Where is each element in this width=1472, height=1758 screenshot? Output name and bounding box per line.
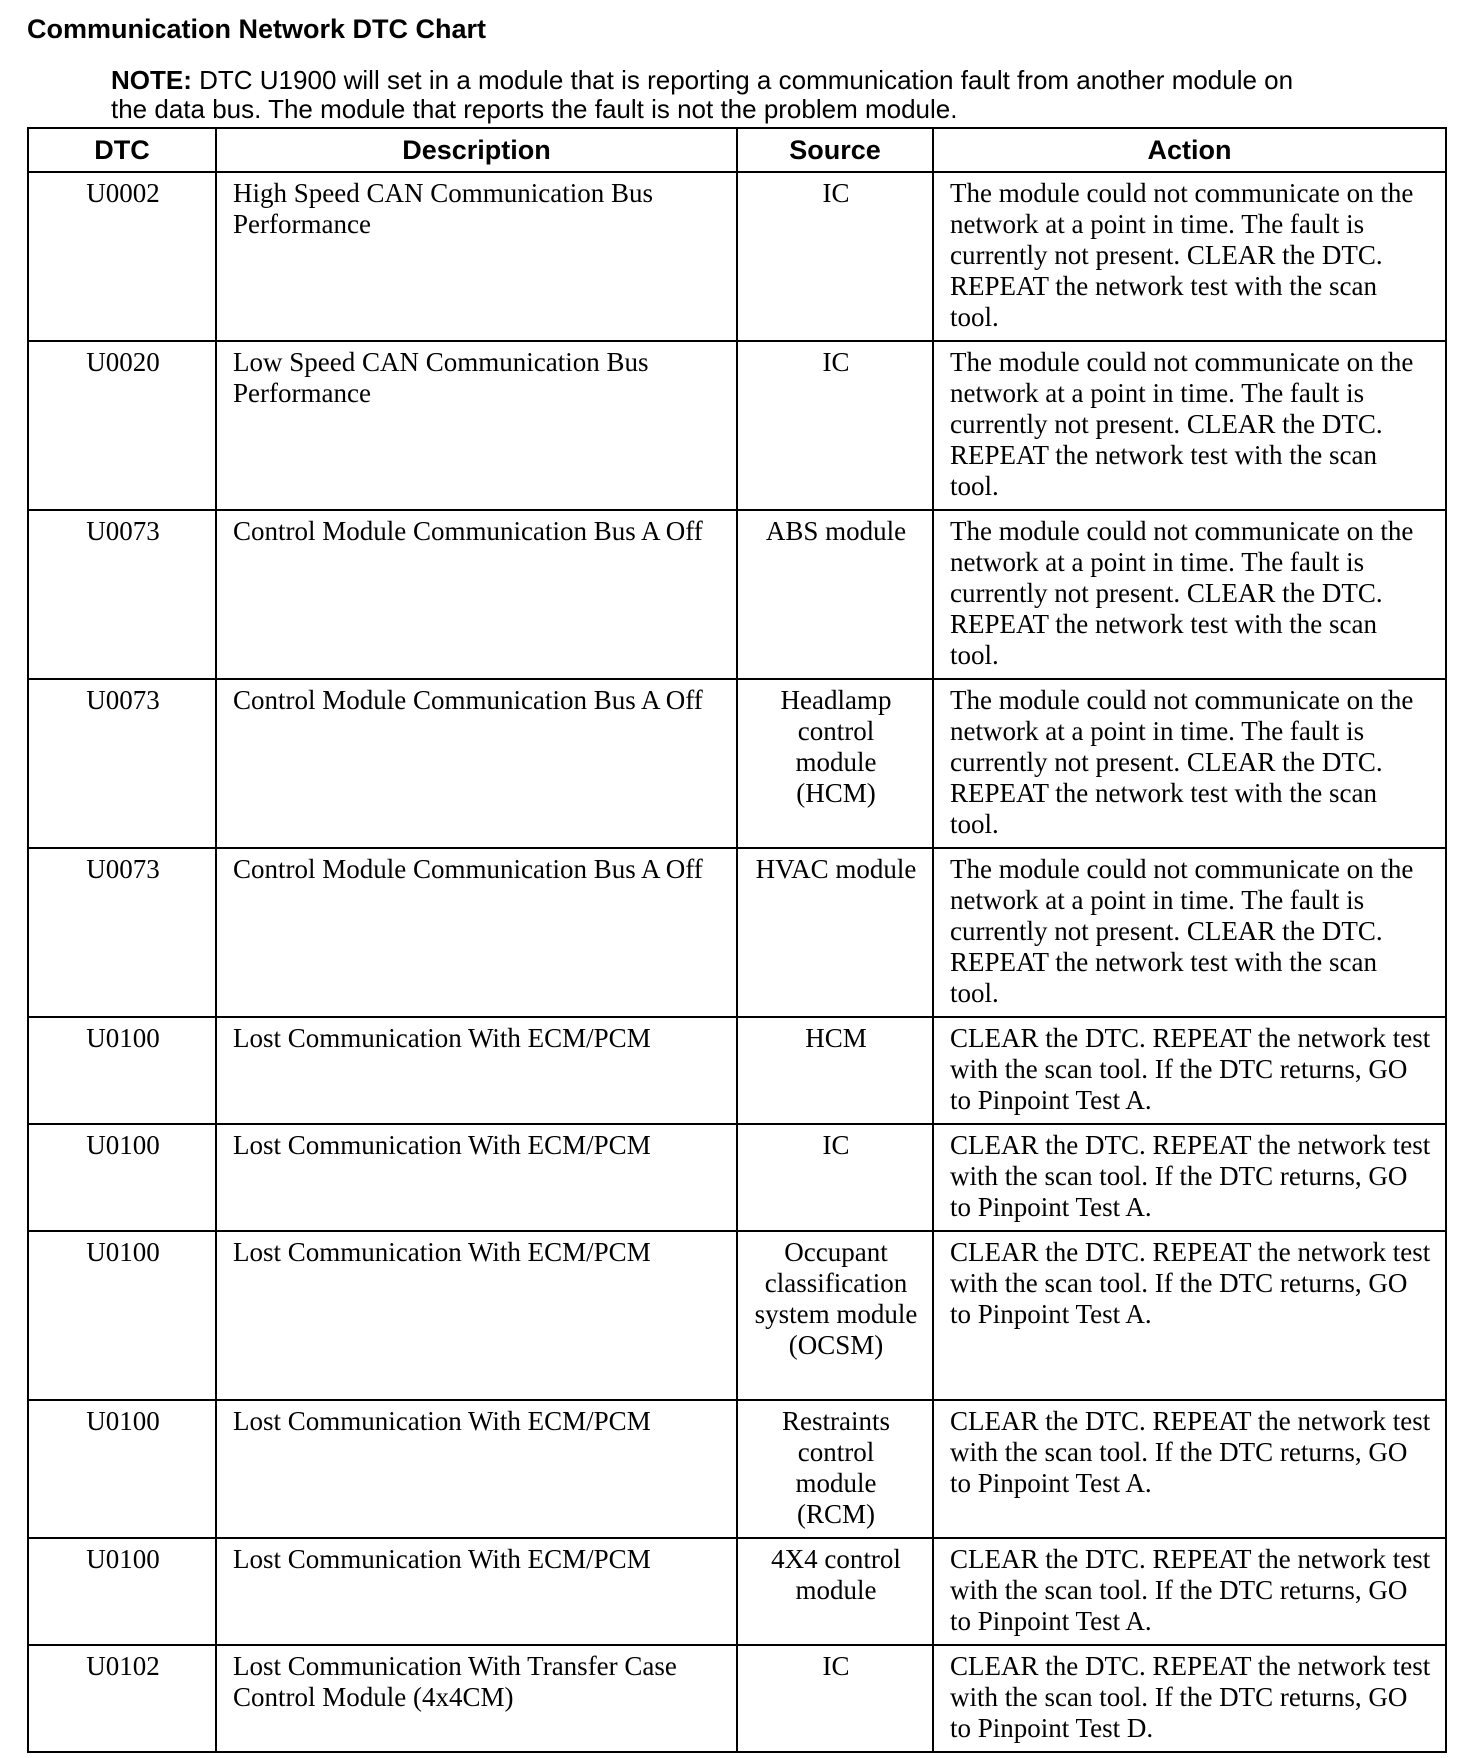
table-row xyxy=(28,172,1446,341)
cell-description: Lost Communication With ECM/PCM xyxy=(216,1231,737,1400)
cell-source: Headlamp control module (HCM) xyxy=(737,679,933,848)
cell-source: Restraints control module (RCM) xyxy=(737,1400,933,1538)
cell-description: High Speed CAN Communication Bus Performance xyxy=(216,172,737,341)
cell-action: CLEAR the DTC. REPEAT the network test with the scan tool. If the DTC returns, GO to Pinpoint Test A. xyxy=(933,1231,1446,1400)
cell-source: IC xyxy=(737,341,933,510)
cell-action: The module could not communicate on the network at a point in time. The fault is currently not present. CLEAR the DTC. REPEAT the network test with the scan tool. xyxy=(933,510,1446,679)
cell-description: Low Speed CAN Communication Bus Performance xyxy=(216,341,737,510)
cell-source: IC xyxy=(737,1124,933,1231)
cell-source: 4X4 control module xyxy=(737,1538,933,1645)
cell-dtc: U0100 xyxy=(28,1231,216,1400)
table-row xyxy=(28,341,1446,510)
note-label: NOTE: xyxy=(111,65,192,95)
note-text: DTC U1900 will set in a module that is reporting a communication fault from another module on the data bus. The module that reports the fault is not the problem module. xyxy=(111,65,1294,124)
cell-dtc: U0102 xyxy=(28,1645,216,1752)
cell-action: CLEAR the DTC. REPEAT the network test with the scan tool. If the DTC returns, GO to Pinpoint Test A. xyxy=(933,1538,1446,1645)
header-source: Source xyxy=(737,128,933,172)
cell-dtc: U0020 xyxy=(28,341,216,510)
cell-dtc: U0002 xyxy=(28,172,216,341)
cell-dtc: U0073 xyxy=(28,848,216,1017)
cell-source: Occupant classification system module (OCSM) xyxy=(737,1231,933,1400)
table-row xyxy=(28,1017,1446,1124)
cell-dtc: U0100 xyxy=(28,1400,216,1538)
cell-action: CLEAR the DTC. REPEAT the network test with the scan tool. If the DTC returns, GO to Pinpoint Test A. xyxy=(933,1017,1446,1124)
cell-description: Lost Communication With ECM/PCM xyxy=(216,1124,737,1231)
table-row xyxy=(28,1231,1446,1400)
table-row xyxy=(28,510,1446,679)
header-action: Action xyxy=(933,128,1446,172)
table-row xyxy=(28,1538,1446,1645)
note-paragraph xyxy=(111,66,1311,124)
cell-description: Control Module Communication Bus A Off xyxy=(216,848,737,1017)
cell-action: The module could not communicate on the network at a point in time. The fault is currently not present. CLEAR the DTC. REPEAT the network test with the scan tool. xyxy=(933,341,1446,510)
cell-dtc: U0100 xyxy=(28,1538,216,1645)
table-row xyxy=(28,848,1446,1017)
cell-dtc: U0073 xyxy=(28,679,216,848)
cell-description: Lost Communication With Transfer Case Control Module (4x4CM) xyxy=(216,1645,737,1752)
table-row xyxy=(28,1645,1446,1752)
cell-dtc: U0100 xyxy=(28,1124,216,1231)
cell-description: Control Module Communication Bus A Off xyxy=(216,679,737,848)
cell-description: Lost Communication With ECM/PCM xyxy=(216,1400,737,1538)
cell-dtc: U0073 xyxy=(28,510,216,679)
dtc-table xyxy=(27,127,1447,1753)
cell-action: CLEAR the DTC. REPEAT the network test with the scan tool. If the DTC returns, GO to Pinpoint Test D. xyxy=(933,1645,1446,1752)
header-dtc: DTC xyxy=(28,128,216,172)
table-row xyxy=(28,1400,1446,1538)
cell-source: HVAC module xyxy=(737,848,933,1017)
cell-action: The module could not communicate on the network at a point in time. The fault is currently not present. CLEAR the DTC. REPEAT the network test with the scan tool. xyxy=(933,679,1446,848)
header-description: Description xyxy=(216,128,737,172)
cell-description: Lost Communication With ECM/PCM xyxy=(216,1538,737,1645)
cell-source: IC xyxy=(737,172,933,341)
cell-description: Lost Communication With ECM/PCM xyxy=(216,1017,737,1124)
cell-action: The module could not communicate on the network at a point in time. The fault is currently not present. CLEAR the DTC. REPEAT the network test with the scan tool. xyxy=(933,848,1446,1017)
cell-action: The module could not communicate on the network at a point in time. The fault is currently not present. CLEAR the DTC. REPEAT the network test with the scan tool. xyxy=(933,172,1446,341)
cell-description: Control Module Communication Bus A Off xyxy=(216,510,737,679)
cell-source: HCM xyxy=(737,1017,933,1124)
cell-action: CLEAR the DTC. REPEAT the network test with the scan tool. If the DTC returns, GO to Pinpoint Test A. xyxy=(933,1124,1446,1231)
cell-dtc: U0100 xyxy=(28,1017,216,1124)
table-header-row xyxy=(28,128,1446,172)
table-row xyxy=(28,679,1446,848)
table-row xyxy=(28,1124,1446,1231)
page-title: Communication Network DTC Chart xyxy=(27,14,487,44)
cell-source: IC xyxy=(737,1645,933,1752)
cell-action: CLEAR the DTC. REPEAT the network test with the scan tool. If the DTC returns, GO to Pinpoint Test A. xyxy=(933,1400,1446,1538)
cell-source: ABS module xyxy=(737,510,933,679)
